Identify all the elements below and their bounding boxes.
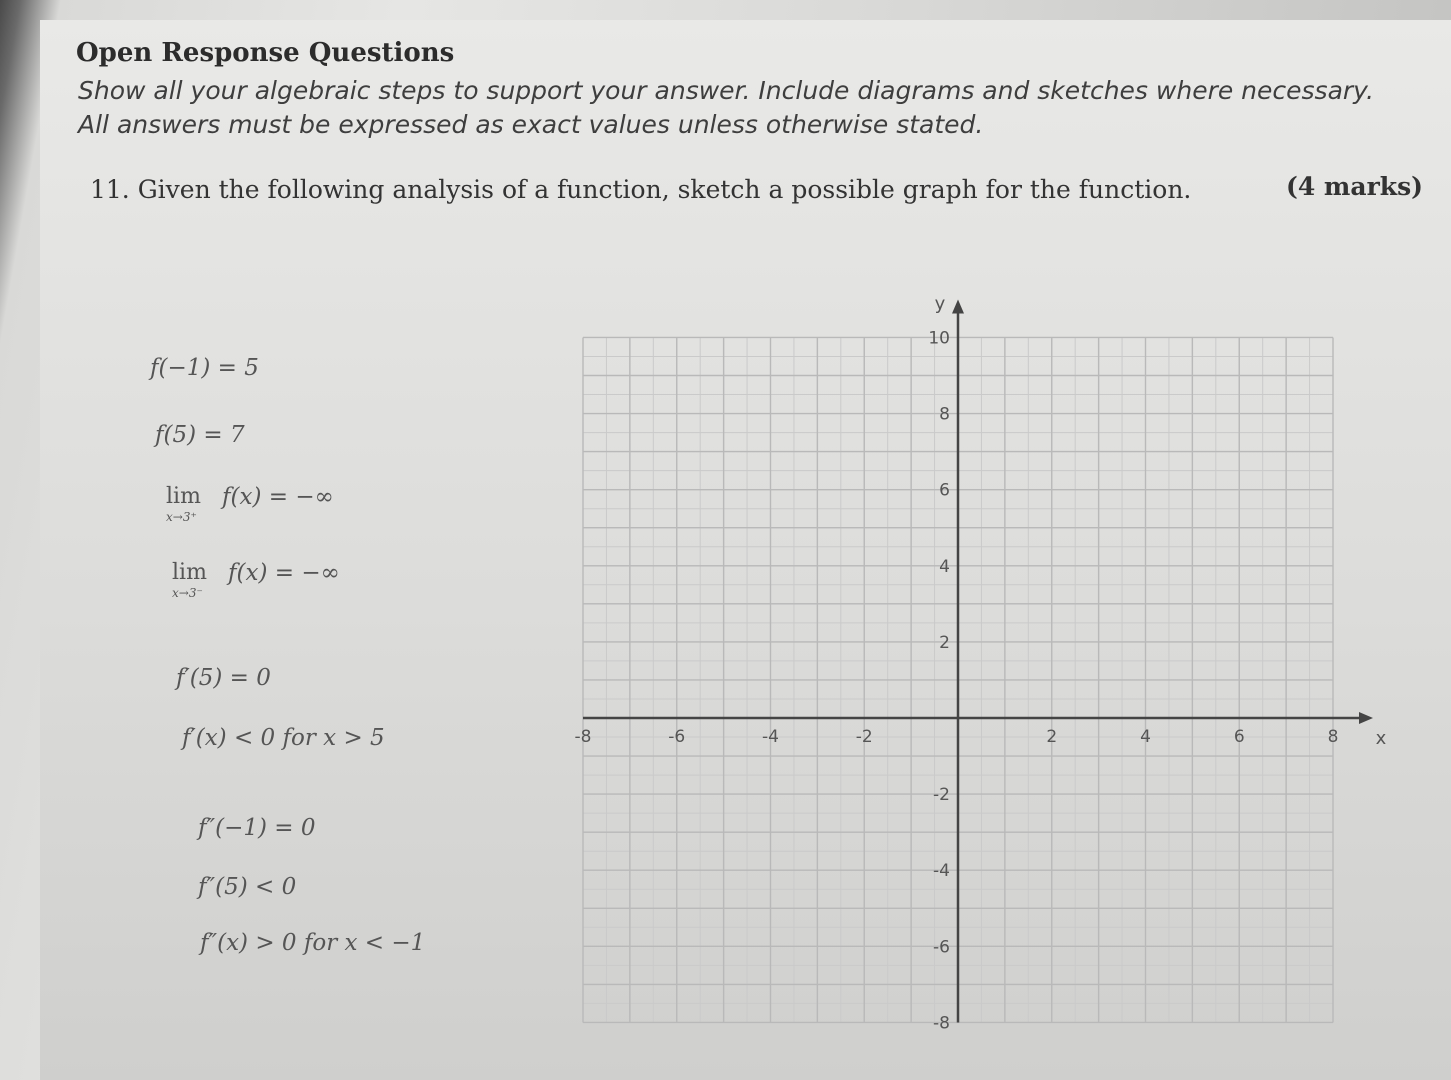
y-tick-label: -2 [933, 785, 950, 806]
tick-labels [575, 293, 1387, 1033]
limit-left-word: lim [172, 560, 207, 585]
condition-f-5: f(5) = 7 [155, 422, 245, 448]
x-tick-label: -4 [762, 727, 779, 747]
x-tick-label: -2 [855, 727, 873, 747]
condition-fprime-5: f′(5) = 0 [176, 665, 271, 691]
x-tick-label: 6 [1233, 727, 1245, 747]
y-tick-label: -6 [933, 937, 950, 958]
x-tick-label: 8 [1327, 727, 1339, 747]
x-tick-label: -6 [668, 727, 686, 747]
limit-left-expr: f(x) = −∞ [228, 560, 340, 586]
y-tick-label: 4 [939, 556, 950, 577]
y-axis-label: y [934, 293, 946, 315]
y-tick-label: 8 [939, 404, 950, 425]
limit-right-expr: f(x) = −∞ [222, 484, 334, 510]
x-tick-label: 4 [1140, 727, 1151, 747]
x-tick-label: 2 [1046, 727, 1058, 747]
limit-right-sub: x→3⁺ [166, 510, 197, 524]
limit-left-sub: x→3⁻ [172, 586, 203, 600]
y-tick-label: -4 [933, 861, 950, 882]
condition-fdouble-neg1: f″(−1) = 0 [198, 815, 316, 841]
y-axis-arrow-icon [952, 299, 964, 313]
y-tick-label: 10 [928, 328, 950, 349]
y-tick-label: -8 [933, 1013, 950, 1034]
y-tick-label: 6 [939, 480, 950, 501]
condition-fdouble-5: f″(5) < 0 [198, 874, 297, 900]
question-text: 11. Given the following analysis of a function, sketch a possible graph for the function. [90, 175, 1192, 204]
x-axis-label: x [1375, 728, 1387, 749]
condition-fdouble-positive: f″(x) > 0 for x < −1 [200, 930, 426, 956]
x-tick-label: -8 [574, 727, 592, 747]
instruction-line-2: All answers must be expressed as exact values unless otherwise stated. [78, 110, 984, 139]
y-tick-label: 2 [939, 632, 950, 653]
section-heading: Open Response Questions [76, 38, 455, 68]
instruction-line-1: Show all your algebraic steps to support your answer. Include diagrams and sketches where necessary. [78, 76, 1374, 105]
limit-right-word: lim [166, 484, 201, 509]
condition-fprime-negative: f′(x) < 0 for x > 5 [182, 725, 385, 751]
x-axis-arrow-icon [1359, 712, 1373, 724]
question-marks: (4 marks) [1286, 172, 1423, 201]
condition-f-neg1: f(−1) = 5 [150, 355, 259, 381]
